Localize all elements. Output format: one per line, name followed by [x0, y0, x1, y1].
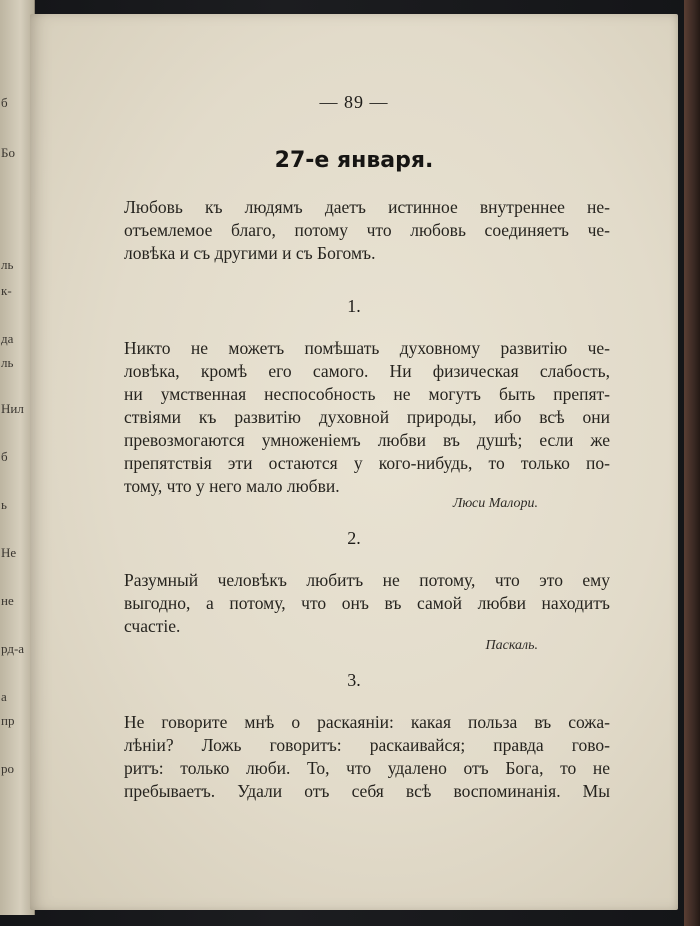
text-line: выгодно, а потому, что онъ въ самой любви находитъ: [124, 593, 610, 613]
prev-page-fragment: рд-а: [1, 641, 25, 656]
prev-page-fragment: Не: [1, 545, 17, 560]
text-line: Не говорите мнѣ о раскаяніи: какая польза въ сожа-: [124, 712, 610, 732]
section-number-1: 1.: [347, 296, 361, 316]
prev-page-fragment: ро: [1, 761, 14, 776]
text-line: Разумный человѣкъ любитъ не потому, что это ему: [124, 570, 610, 590]
prev-page-fragment: ль: [1, 257, 14, 272]
text-line: отъемлемое благо, потому что любовь соединяетъ че-: [124, 220, 610, 240]
text-line: ни умственная неспособность не могутъ быть препят-: [124, 384, 610, 404]
section-number-3: 3.: [347, 670, 361, 690]
book-cover-edge: [684, 0, 700, 926]
entry-date-heading: 27-е января.: [274, 148, 434, 173]
text-line: счастіе.: [124, 616, 181, 636]
prev-page-fragment: б: [1, 449, 8, 464]
section-1-paragraph: [124, 337, 610, 498]
prev-page-fragment: б: [1, 95, 8, 110]
prev-page-fragment: к-: [1, 283, 12, 298]
section-3-paragraph: [124, 711, 610, 803]
prev-page-fragment: не: [1, 593, 14, 608]
prev-page-fragment: а: [1, 689, 7, 704]
text-line: ловѣка, кромѣ его самого. Ни физическая слабость,: [124, 361, 610, 381]
prev-page-fragment: ль: [1, 355, 14, 370]
book-page: [30, 14, 678, 910]
text-line: тому, что у него мало любви.: [124, 476, 340, 496]
text-line: пребываетъ. Удали отъ себя всѣ воспоминанія. Мы: [124, 781, 610, 801]
quote-author-2: Паскаль.: [485, 638, 538, 653]
text-line: превозмогаются умноженіемъ любви въ душѣ; если же: [124, 430, 610, 450]
text-line: препятствія эти остаются у кого-нибудь, то только по-: [124, 453, 610, 473]
text-line: Любовь къ людямъ даетъ истинное внутреннее не-: [124, 197, 610, 217]
text-line: ствіями къ развитію духовной природы, ибо всѣ они: [124, 407, 610, 427]
intro-paragraph: [124, 196, 610, 265]
prev-page-fragment: пр: [1, 713, 15, 728]
text-line: лѣніи? Ложь говоритъ: раскаивайся; правда гово-: [124, 735, 610, 755]
quote-author-1: Люси Малори.: [452, 496, 538, 511]
section-number-2: 2.: [347, 528, 361, 548]
page-number: — 89 —: [319, 92, 389, 112]
text-line: ритъ: только люби. То, что удалено отъ Бога, то не: [124, 758, 610, 778]
prev-page-fragment: Бо: [1, 145, 15, 160]
prev-page-fragment: ь: [1, 497, 7, 512]
text-line: ловѣка и съ другими и съ Богомъ.: [124, 243, 376, 263]
prev-page-fragment: да: [1, 331, 14, 346]
text-line: Никто не можетъ помѣшать духовному развитію че-: [124, 338, 610, 358]
prev-page-fragment: Нил: [1, 401, 24, 416]
section-2-paragraph: [124, 569, 610, 638]
